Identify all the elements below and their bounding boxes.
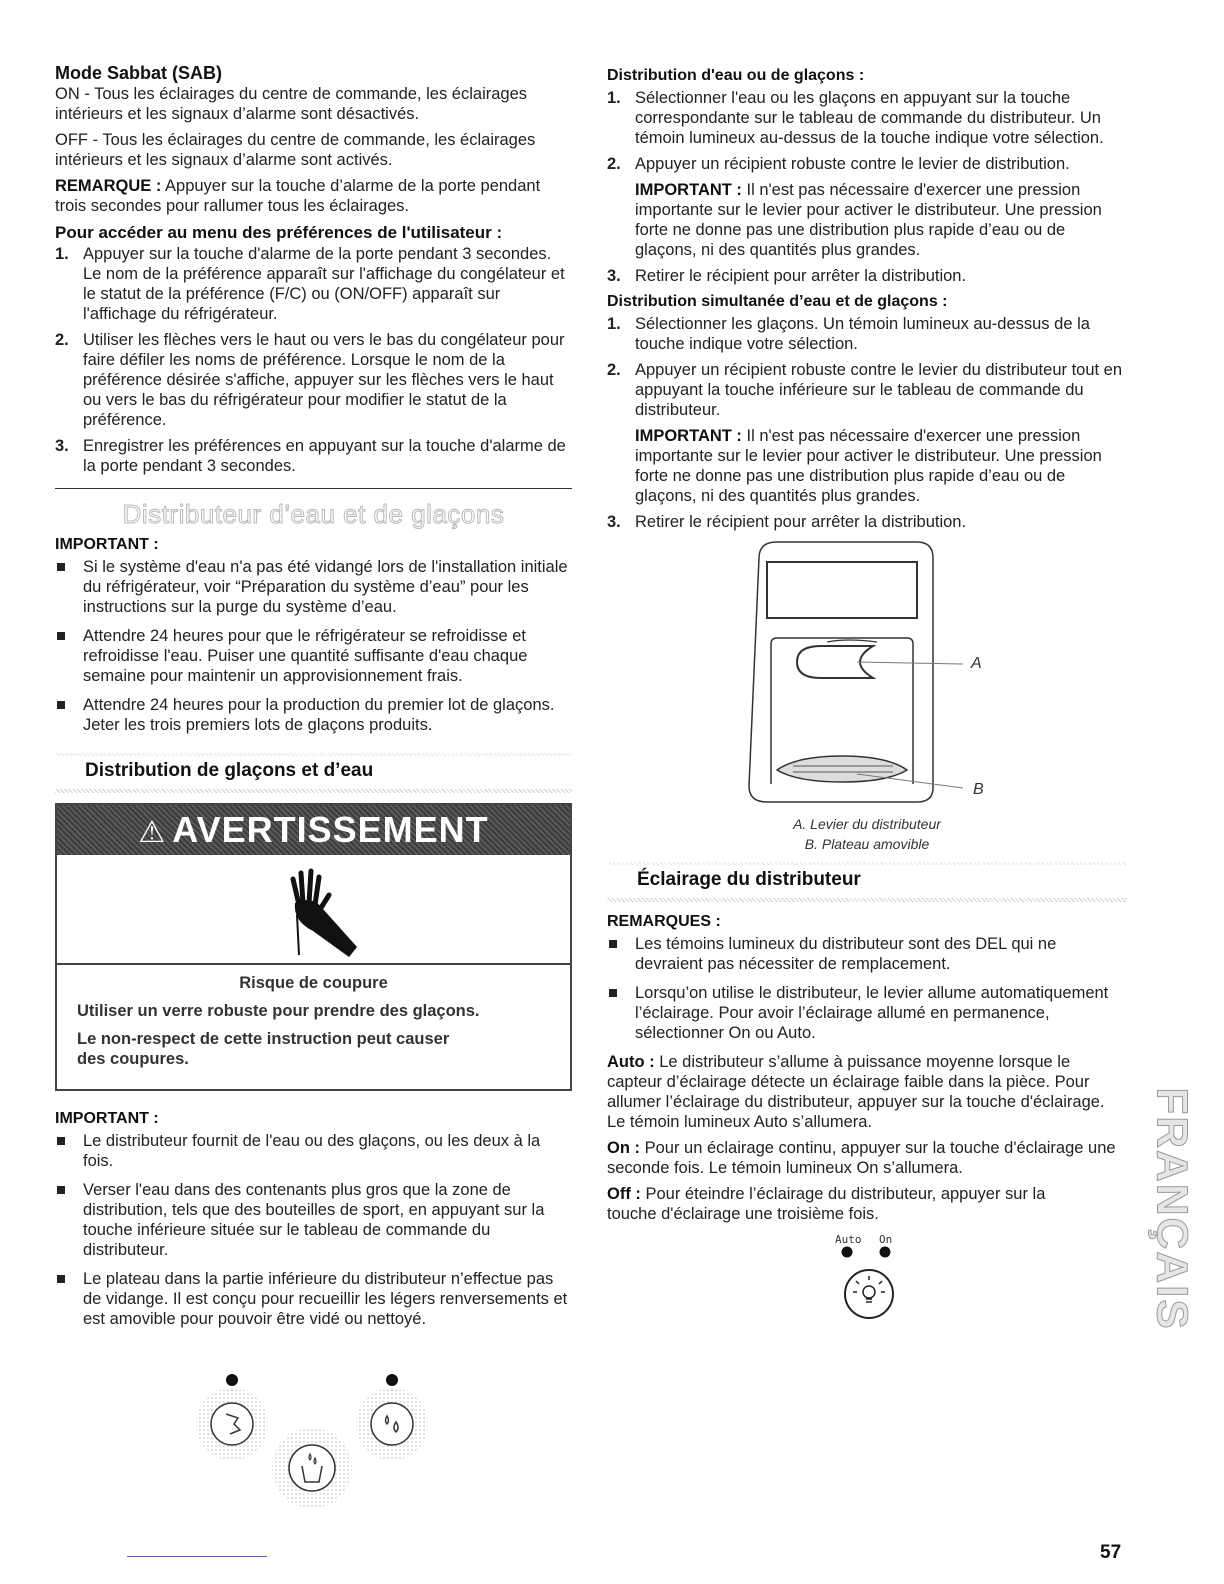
- bullet-icon: [57, 1137, 65, 1145]
- dispenser-important-list: [55, 557, 572, 735]
- sabbath-off-text: OFF - Tous les éclairages du centre de commande, les éclairages intérieurs et les signaux d’alarme sont activés.: [55, 131, 536, 169]
- light-control: [607, 1230, 1127, 1330]
- ice-water-important-list: [55, 1131, 572, 1329]
- left-column: [55, 62, 572, 1338]
- step-number: 2.: [607, 361, 621, 379]
- water-button-icon: [356, 1388, 428, 1460]
- sabbath-on-text: ON - Tous les éclairages du centre de commande, les éclairages intérieurs et les signaux d’alarme sont désactivés.: [55, 85, 528, 123]
- important-label: IMPORTANT :: [55, 536, 159, 553]
- bullet-icon: [57, 563, 65, 571]
- footer-line: [127, 1556, 267, 1557]
- list-item: [55, 626, 572, 686]
- step-important: [635, 180, 1127, 260]
- list-item-text: Le distributeur fournit de l'eau ou des glaçons, ou les deux à la fois.: [83, 1132, 541, 1170]
- step-text: Appuyer sur la touche d'alarme de la porte pendant 3 secondes. Le nom de la préférence apparaît sur l'affichage du congélateur et le statut de la préférence (F/C) ou (ON/OFF) apparaît sur l'affichage du réfrigérateur.: [83, 245, 565, 323]
- step-number: 1.: [607, 89, 621, 107]
- section-divider: [55, 488, 572, 489]
- step-number: 1.: [55, 245, 69, 263]
- bullet-icon: [57, 701, 65, 709]
- list-item: [55, 1131, 572, 1171]
- dispenser-figure: [607, 538, 1127, 868]
- list-item-text: Attendre 24 heures pour que le réfrigérateur se refroidisse et refroidisse l'eau. Puiser une quantité suffisante d'eau chaque semaine pour maintenir un approvisionnement frais.: [83, 627, 528, 685]
- list-item-text: Lorsqu’on utilise le distributeur, le levier allume automatiquement l’éclairage. Pour avoir l’éclairage allumé en permanence, sélectionner On ou Auto.: [635, 984, 1109, 1042]
- warning-line-2: Le non-respect de cette instruction peut causer des coupures.: [77, 1030, 450, 1068]
- ice-indicator-light: [226, 1374, 238, 1386]
- step-number: 2.: [607, 155, 621, 173]
- bullet-icon: [609, 940, 617, 948]
- sabbath-title: Mode Sabbat (SAB): [55, 63, 223, 83]
- lighting-band-title: Éclairage du distributeur: [637, 869, 861, 890]
- ice-water-band-title: Distribution de glaçons et d’eau: [85, 760, 374, 781]
- important-label: IMPORTANT :: [635, 181, 742, 199]
- step-text: Retirer le récipient pour arrêter la distribution.: [635, 267, 967, 285]
- prefs-step: [55, 436, 572, 476]
- warning-risk: Risque de coupure: [239, 974, 388, 992]
- cut-hazard-icon: [57, 855, 570, 965]
- note-text: Appuyer sur la touche d’alarme de la porte pendant trois secondes pour rallumer tous les éclairages.: [55, 177, 541, 215]
- water-ice-step: [607, 88, 1127, 148]
- step-number: 3.: [607, 267, 621, 285]
- simultaneous-step: [607, 314, 1127, 354]
- page-number: 57: [1100, 1542, 1122, 1563]
- lighting-band: [607, 862, 1127, 902]
- sabbath-note: [55, 176, 572, 216]
- step-text: Sélectionner l'eau ou les glaçons en appuyant sur la touche correspondante sur le tableau de commande du distributeur. Un témoin lumineux au-dessus de la touche indique votre sélection.: [635, 89, 1104, 147]
- dispenser-diagram: [737, 538, 997, 813]
- step-text: Enregistrer les préférences en appuyant sur la touche d'alarme de la porte pendant 3 secondes.: [83, 437, 566, 475]
- step-number: 1.: [607, 315, 621, 333]
- simultaneous-steps: [607, 314, 1127, 532]
- simultaneous-step: [607, 360, 1127, 506]
- warning-triangle-icon: ⚠: [138, 816, 167, 849]
- list-item: [607, 934, 1127, 974]
- important-label: IMPORTANT :: [55, 1110, 159, 1127]
- caption-b: B. Plateau amovible: [804, 836, 930, 852]
- step-text: Utiliser les flèches vers le haut ou vers le bas du congélateur pour faire défiler les noms de préférence. Lorsque le nom de la préférence désirée s'affiche, appuyer sur les flèches vers le haut ou vers le bas du réfrigérateur pour modifier le statut de la préférence.: [83, 331, 565, 429]
- list-item-text: Le plateau dans la partie inférieure du distributeur n’effectue pas de vidange. Il est conçu pour recueillir les légers renversements et est amovible pour pouvoir être vidé ou nettoyé.: [83, 1270, 568, 1328]
- list-item-text: Verser l'eau dans des contenants plus gros que la zone de distribution, tels que des bouteilles de sport, en appuyant sur la touche inférieure située sur le tableau de commande du distributeur.: [83, 1181, 545, 1259]
- list-item-text: Les témoins lumineux du distributeur sont des DEL qui ne devraient pas nécessiter de remplacement.: [635, 935, 1057, 973]
- step-number: 3.: [55, 437, 69, 455]
- list-item-text: Si le système d'eau n'a pas été vidangé lors de l'installation initiale du réfrigérateur, voir “Préparation du système d’eau” pour les instructions sur la purge du système d’eau.: [83, 558, 568, 616]
- dispenser-section-title: Distributeur d’eau et de glaçons: [122, 499, 505, 529]
- prefs-step: [55, 244, 572, 324]
- water-ice-step: [607, 154, 1127, 260]
- important-text: Il n'est pas nécessaire d'exercer une pression importante sur le levier pour activer le distributeur. Une pression forte ne donne pas une distribution plus rapide d’eau ou de glaçons, ni des quantités plus grandes.: [635, 427, 1102, 505]
- on-indicator-light: [880, 1247, 891, 1258]
- on-paragraph: [607, 1138, 1127, 1178]
- on-label: On :: [607, 1139, 640, 1157]
- caption-a: A. Levier du distributeur: [793, 816, 941, 832]
- label-a: A: [971, 655, 982, 672]
- bullet-icon: [609, 989, 617, 997]
- important-text: Il n'est pas nécessaire d'exercer une pression importante sur le levier pour activer le distributeur. Une pression forte ne donne pas une distribution plus rapide d’eau ou de glaçons, ni des quantités plus grandes.: [635, 181, 1102, 259]
- lighting-remarks-list: [607, 934, 1127, 1043]
- off-text: Pour éteindre l’éclairage du distributeur, appuyer sur la touche d'éclairage une troisième fois.: [607, 1185, 1046, 1223]
- off-label: Off :: [607, 1185, 641, 1203]
- figure-captions: [737, 814, 997, 854]
- step-important: [635, 426, 1127, 506]
- auto-indicator-label: Auto: [835, 1233, 862, 1246]
- list-item: [607, 983, 1127, 1043]
- bullet-icon: [57, 1275, 65, 1283]
- step-text: Appuyer un récipient robuste contre le levier de distribution.: [635, 155, 1070, 173]
- water-glass-button-icon: [272, 1428, 352, 1508]
- list-item: [55, 1180, 572, 1260]
- prefs-steps: [55, 244, 572, 476]
- warning-line-1: Utiliser un verre robuste pour prendre des glaçons.: [77, 1002, 480, 1020]
- auto-indicator-light: [842, 1247, 853, 1258]
- ice-water-band: [55, 753, 572, 793]
- step-text: Sélectionner les glaçons. Un témoin lumineux au-dessus de la touche indique votre sélection.: [635, 315, 1090, 353]
- auto-label: Auto :: [607, 1053, 655, 1071]
- auto-text: Le distributeur s’allume à puissance moyenne lorsque le capteur d’éclairage détecte un éclairage faible dans la pièce. Pour allumer l’éclairage du distributeur, appuyer sur la touche d'éclairage. Le témoin lumineux Auto s’allumera.: [607, 1053, 1105, 1131]
- ice-button-icon: [196, 1388, 268, 1460]
- simultaneous-title: Distribution simultanée d’eau et de glaçons :: [607, 293, 948, 310]
- list-item: [55, 557, 572, 617]
- step-text: Retirer le récipient pour arrêter la distribution.: [635, 513, 967, 531]
- language-side-tab-text: FRANÇAIS: [1148, 1087, 1198, 1331]
- language-side-tab: [1148, 1078, 1196, 1340]
- simultaneous-step: [607, 512, 1127, 532]
- bullet-icon: [57, 632, 65, 640]
- water-indicator-light: [386, 1374, 398, 1386]
- cut-hand-icon: [57, 855, 570, 965]
- water-ice-step: [607, 266, 1127, 286]
- step-number: 2.: [55, 331, 69, 349]
- warning-header-text: AVERTISSEMENT: [172, 809, 489, 850]
- dispenser-control-buttons: [190, 1368, 440, 1518]
- note-label: REMARQUE :: [55, 177, 162, 195]
- important-label: IMPORTANT :: [635, 427, 742, 445]
- right-column: [607, 62, 1127, 1330]
- warning-header: [57, 805, 570, 855]
- prefs-title: Pour accéder au menu des préférences de l'utilisateur :: [55, 223, 503, 242]
- list-item: [55, 1269, 572, 1329]
- on-text: Pour un éclairage continu, appuyer sur la touche d'éclairage une seconde fois. Le témoin lumineux On s’allumera.: [607, 1139, 1116, 1177]
- list-item: [55, 695, 572, 735]
- warning-box: [55, 803, 572, 1091]
- off-paragraph: [607, 1184, 1127, 1224]
- prefs-step: [55, 330, 572, 430]
- bullet-icon: [57, 1186, 65, 1194]
- auto-paragraph: [607, 1052, 1127, 1132]
- step-number: 3.: [607, 513, 621, 531]
- label-b: B: [973, 781, 984, 798]
- on-indicator-label: On: [879, 1233, 893, 1246]
- warning-body: [57, 965, 570, 1089]
- list-item-text: Attendre 24 heures pour la production du premier lot de glaçons. Jeter les trois premiers lots de glaçons produits.: [83, 696, 555, 734]
- step-text: Appuyer un récipient robuste contre le levier du distributeur tout en appuyant la touche inférieure sur le tableau de commande du distributeur.: [635, 361, 1123, 419]
- water-ice-steps: [607, 88, 1127, 286]
- light-button-icon: [827, 1244, 917, 1324]
- remarks-label: REMARQUES :: [607, 913, 721, 930]
- water-ice-title: Distribution d'eau ou de glaçons :: [607, 67, 865, 84]
